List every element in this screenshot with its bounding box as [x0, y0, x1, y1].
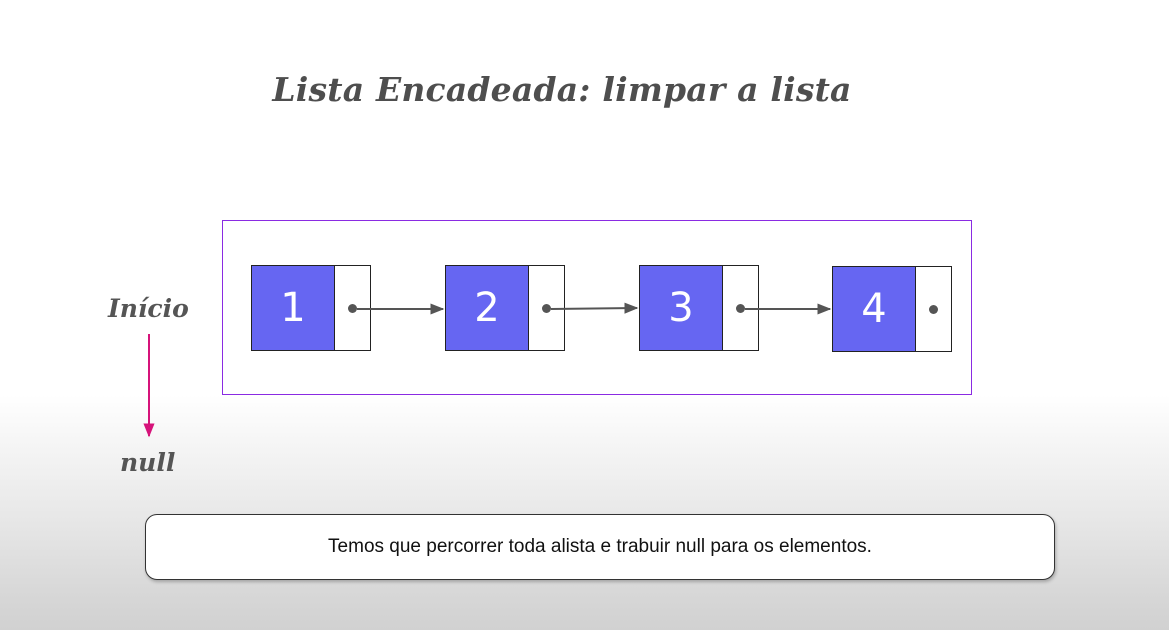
pointer-dot-icon: [542, 304, 551, 313]
pointer-dot-icon: [736, 304, 745, 313]
node-next-pointer: [916, 266, 952, 352]
list-node-2: [445, 265, 565, 351]
list-node-3: [639, 265, 759, 351]
node-value: 3: [639, 265, 723, 351]
node-next-pointer: [723, 265, 759, 351]
null-label: null: [120, 448, 176, 477]
node-next-pointer: [335, 265, 371, 351]
list-node-4: [832, 266, 952, 352]
node-value: 4: [832, 266, 916, 352]
caption-text: Temos que percorrer toda alista e trabuir null para os elementos.: [328, 536, 872, 557]
pointer-dot-icon: [929, 305, 938, 314]
pointer-dot-icon: [348, 304, 357, 313]
node-value: 2: [445, 265, 529, 351]
caption-box: [145, 514, 1055, 580]
node-next-pointer: [529, 265, 565, 351]
head-label: Início: [108, 294, 189, 323]
diagram-title: Lista Encadeada: limpar a lista: [272, 70, 852, 109]
node-value: 1: [251, 265, 335, 351]
list-node-1: [251, 265, 371, 351]
